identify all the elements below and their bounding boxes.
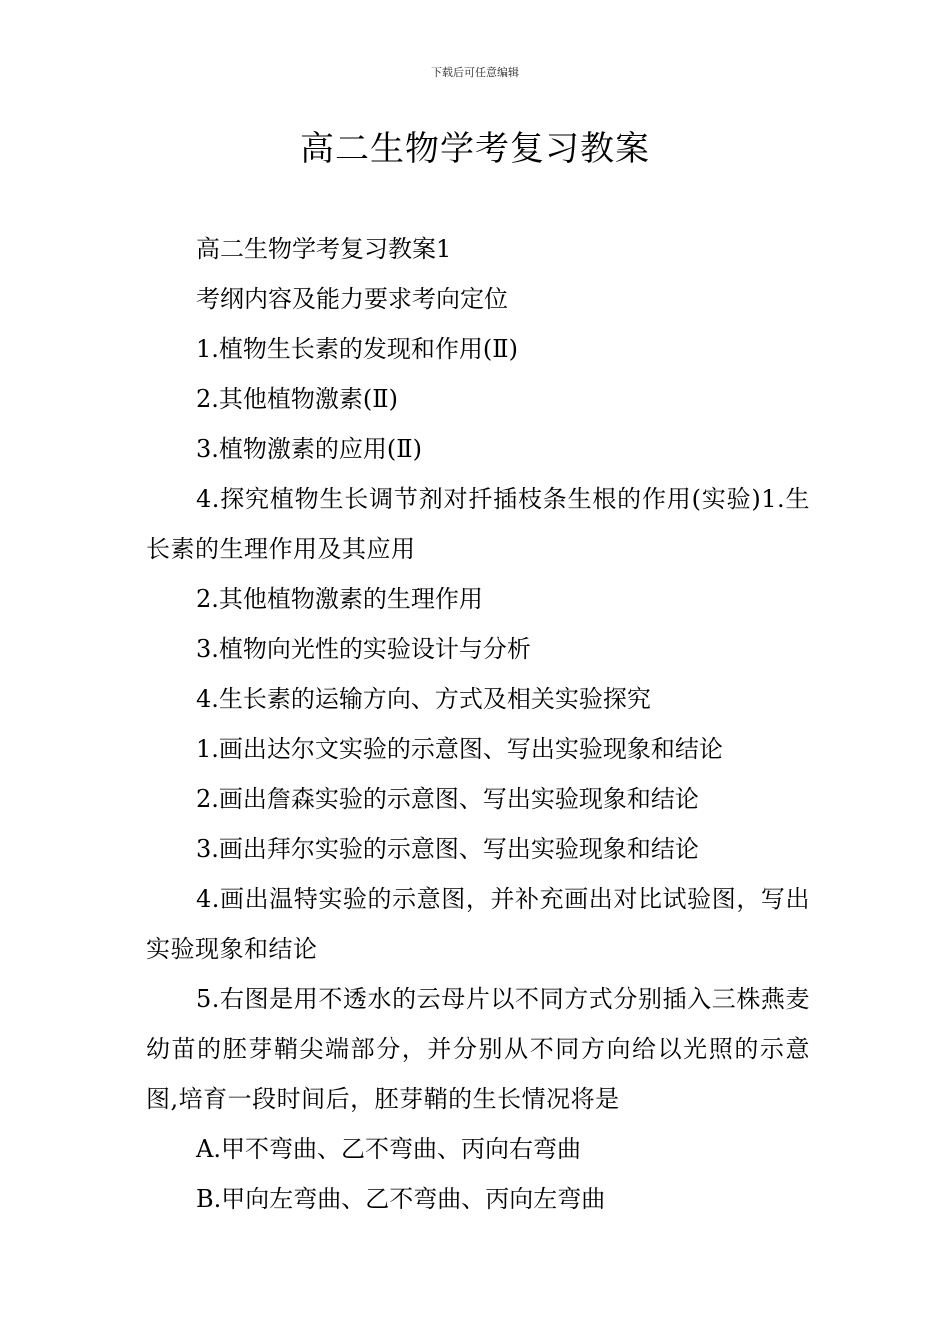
paragraph-item: 4.探究植物生长调节剂对扦插枝条生根的作用(实验)1.生长素的生理作用及其应用	[146, 485, 810, 563]
paragraph-item: 1.植物生长素的发现和作用(Ⅱ)	[196, 335, 518, 363]
paragraph-item: 2.其他植物激素的生理作用	[196, 585, 483, 613]
paragraph-question: 5.右图是用不透水的云母片以不同方式分别插入三株燕麦幼苗的胚芽鞘尖端部分，并分别从不同方向给以光照的示意图,培育一段时间后，胚芽鞘的生长情况将是	[146, 985, 810, 1113]
paragraph-item: 3.画出拜尔实验的示意图、写出实验现象和结论	[196, 835, 699, 863]
paragraph-item: 3.植物激素的应用(Ⅱ)	[196, 435, 422, 463]
paragraph-item: 4.画出温特实验的示意图，并补充画出对比试验图，写出实验现象和结论	[146, 885, 810, 963]
paragraph-item: 3.植物向光性的实验设计与分析	[196, 635, 531, 663]
paragraph-option-b: B.甲向左弯曲、乙不弯曲、丙向左弯曲	[196, 1185, 606, 1213]
document-body	[146, 224, 810, 1224]
paragraph-item: 2.画出詹森实验的示意图、写出实验现象和结论	[196, 785, 699, 813]
paragraph-option-a: A.甲不弯曲、乙不弯曲、丙向右弯曲	[196, 1135, 581, 1163]
paragraph-item: 4.生长素的运输方向、方式及相关实验探究	[196, 685, 651, 713]
document-title: 高二生物学考复习教案	[300, 129, 650, 169]
paragraph-syllabus-heading: 考纲内容及能力要求考向定位	[196, 285, 508, 313]
paragraph-item: 2.其他植物激素(Ⅱ)	[196, 385, 398, 413]
header-note: 下载后可任意编辑	[431, 66, 519, 79]
paragraph-item: 1.画出达尔文实验的示意图、写出实验现象和结论	[196, 735, 723, 763]
paragraph-subtitle: 高二生物学考复习教案1	[196, 235, 452, 263]
